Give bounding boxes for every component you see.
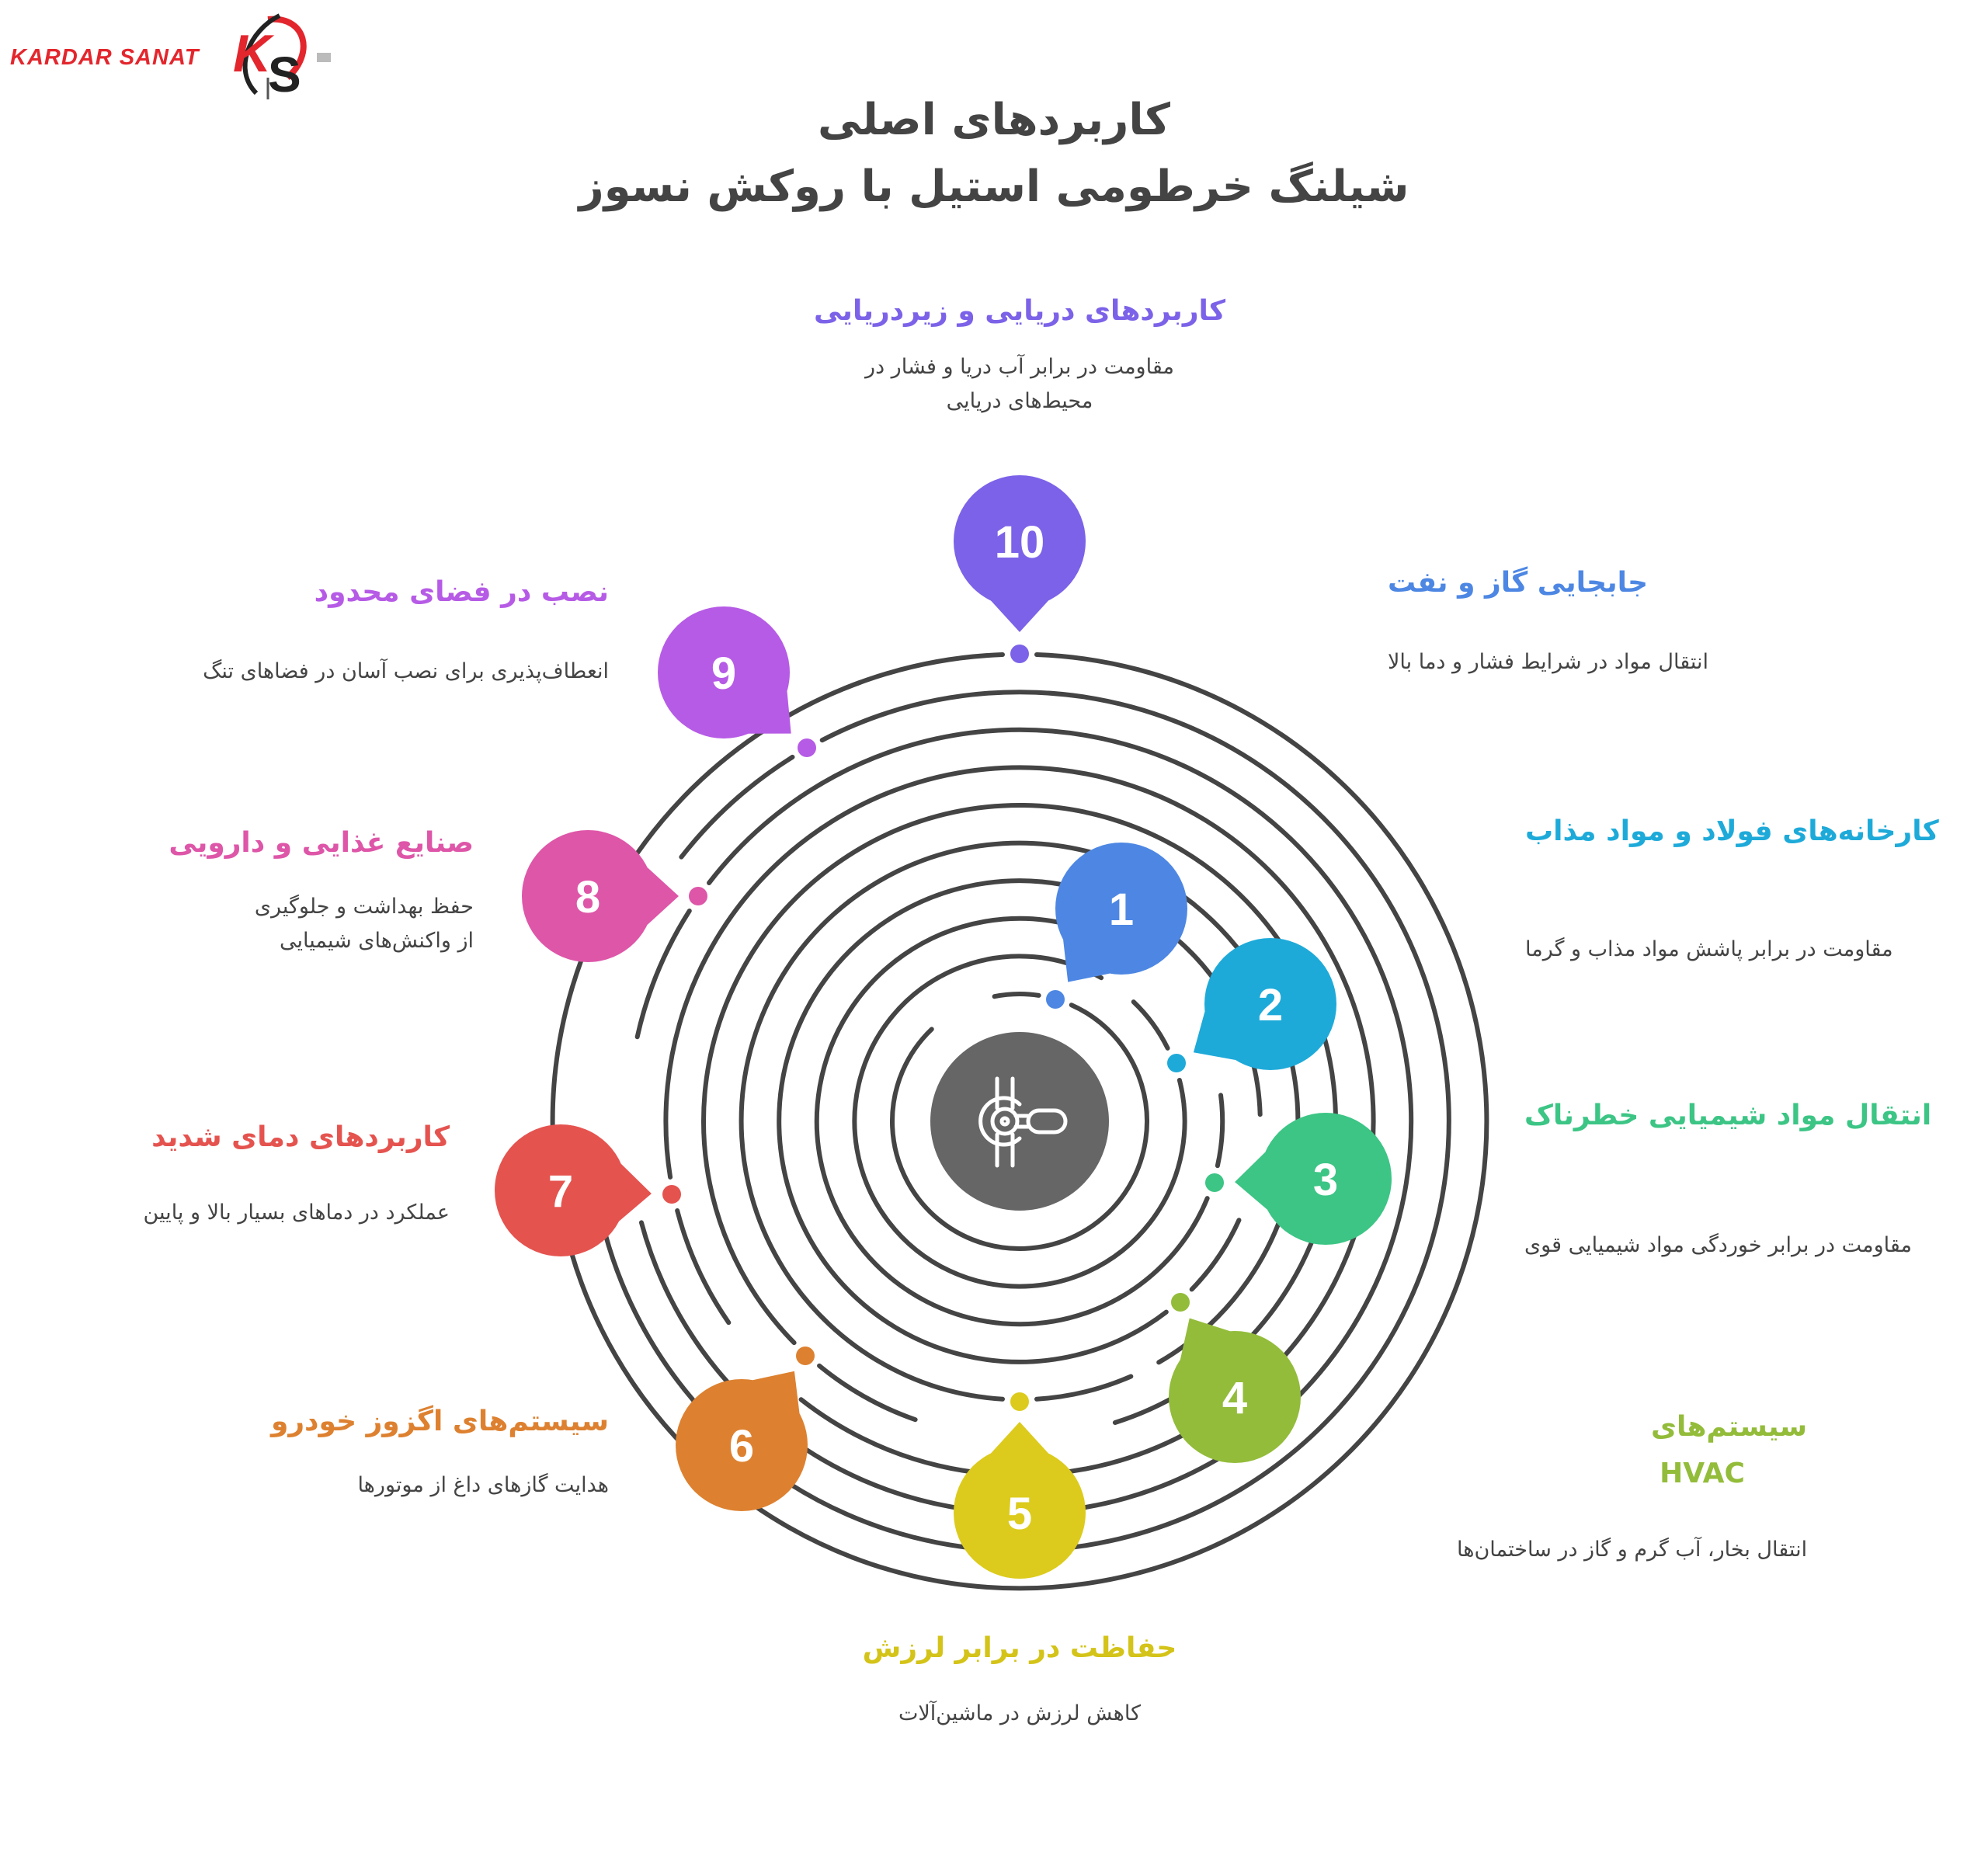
item-desc: انعطاف‌پذیری برای نصب آسان در فضاهای تنگ	[203, 659, 609, 683]
item-6-label	[271, 1406, 609, 1503]
item-2-label	[1525, 815, 1939, 967]
ring-arc	[681, 757, 792, 857]
page-title-line1: کاربردهای اصلی	[818, 95, 1170, 145]
item-10-label	[709, 295, 1330, 419]
bubble-number: 7	[547, 1166, 574, 1217]
item-title: سیستم‌های اگزوز خودرو	[270, 1406, 609, 1437]
ring-dot	[796, 1347, 815, 1365]
item-8-label	[169, 827, 474, 958]
ring-arc	[1218, 1095, 1222, 1166]
item-1-label	[1388, 567, 1708, 679]
item-3-label	[1524, 1100, 1931, 1263]
page-title-line2: شیلنگ خرطومی استیل با روکش نسوز	[579, 162, 1409, 212]
ring-arc	[995, 994, 1039, 996]
ring-dot	[1010, 645, 1029, 663]
item-title: سیستم‌های HVAC	[1650, 1411, 1808, 1489]
item-desc: حفظ بهداشت و جلوگیری	[254, 895, 474, 919]
ring-dot	[662, 1185, 681, 1204]
item-title: نصب در فضای محدود	[314, 576, 609, 608]
svg-text:S: S	[268, 47, 301, 103]
item-desc: کاهش لرزش در ماشین‌آلات	[898, 1701, 1141, 1725]
item-title: کاربردهای دمای شدید	[151, 1121, 450, 1153]
center-circle	[930, 1032, 1109, 1211]
item-desc: هدایت گازهای داغ از موتورها	[357, 1473, 609, 1497]
ring-dot	[689, 887, 707, 905]
item-title: صنایع غذایی و دارویی	[169, 827, 474, 859]
bubble-number: 1	[1108, 884, 1135, 935]
bubble-number: 4	[1222, 1373, 1248, 1423]
ring-dot	[1205, 1173, 1224, 1192]
item-5-label	[787, 1632, 1253, 1731]
bubble-number: 6	[728, 1421, 755, 1472]
bubble-number: 8	[575, 872, 601, 923]
ring-dot	[1171, 1293, 1190, 1312]
logo-text: KARDAR SANAT	[10, 45, 200, 70]
svg-text:K: K	[233, 24, 272, 83]
item-desc: از واکنش‌های شیمیایی	[279, 929, 474, 953]
item-desc: انتقال مواد در شرایط فشار و دما بالا	[1388, 650, 1709, 674]
item-desc: عملکرد در دماهای بسیار بالا و پایین	[143, 1201, 450, 1225]
ring-dot	[1167, 1054, 1186, 1072]
bubble-number: 9	[711, 648, 737, 699]
item-title: کارخانه‌های فولاد و مواد مذاب	[1525, 815, 1939, 847]
item-desc: مقاومت در برابر پاشش مواد مذاب و گرما	[1525, 937, 1893, 961]
item-desc: مقاومت در برابر خوردگی مواد شیمیایی قوی	[1524, 1233, 1912, 1257]
item-desc: محیط‌های دریایی	[946, 389, 1093, 413]
ring-dot	[1046, 990, 1065, 1009]
ring-dot	[1010, 1392, 1029, 1411]
item-title: حفاظت در برابر لرزش	[862, 1632, 1177, 1664]
bubble-number: 3	[1312, 1155, 1339, 1205]
bubble-number: 10	[994, 517, 1045, 568]
item-desc: مقاومت در برابر آب دریا و فشار در	[865, 355, 1174, 379]
item-title: جابجایی گاز و نفت	[1388, 567, 1649, 599]
item-4-label	[1457, 1404, 1807, 1567]
item-7-label	[143, 1121, 450, 1230]
ring-arc	[1192, 1220, 1239, 1289]
ring-arc	[843, 655, 1003, 689]
ring-arc	[1037, 1376, 1131, 1399]
bubble-number: 5	[1006, 1489, 1033, 1539]
item-9-label	[203, 576, 609, 689]
valve-icon	[930, 1032, 1109, 1211]
item-desc: انتقال بخار، آب گرم و گاز در ساختمان‌ها	[1457, 1538, 1808, 1562]
bubble-number: 2	[1257, 980, 1284, 1030]
item-title: انتقال مواد شیمیایی خطرناک	[1524, 1100, 1932, 1131]
ring-arc	[1134, 1002, 1168, 1048]
ring-dot	[798, 738, 816, 757]
item-title: کاربردهای دریایی و زیردریایی	[814, 295, 1225, 327]
